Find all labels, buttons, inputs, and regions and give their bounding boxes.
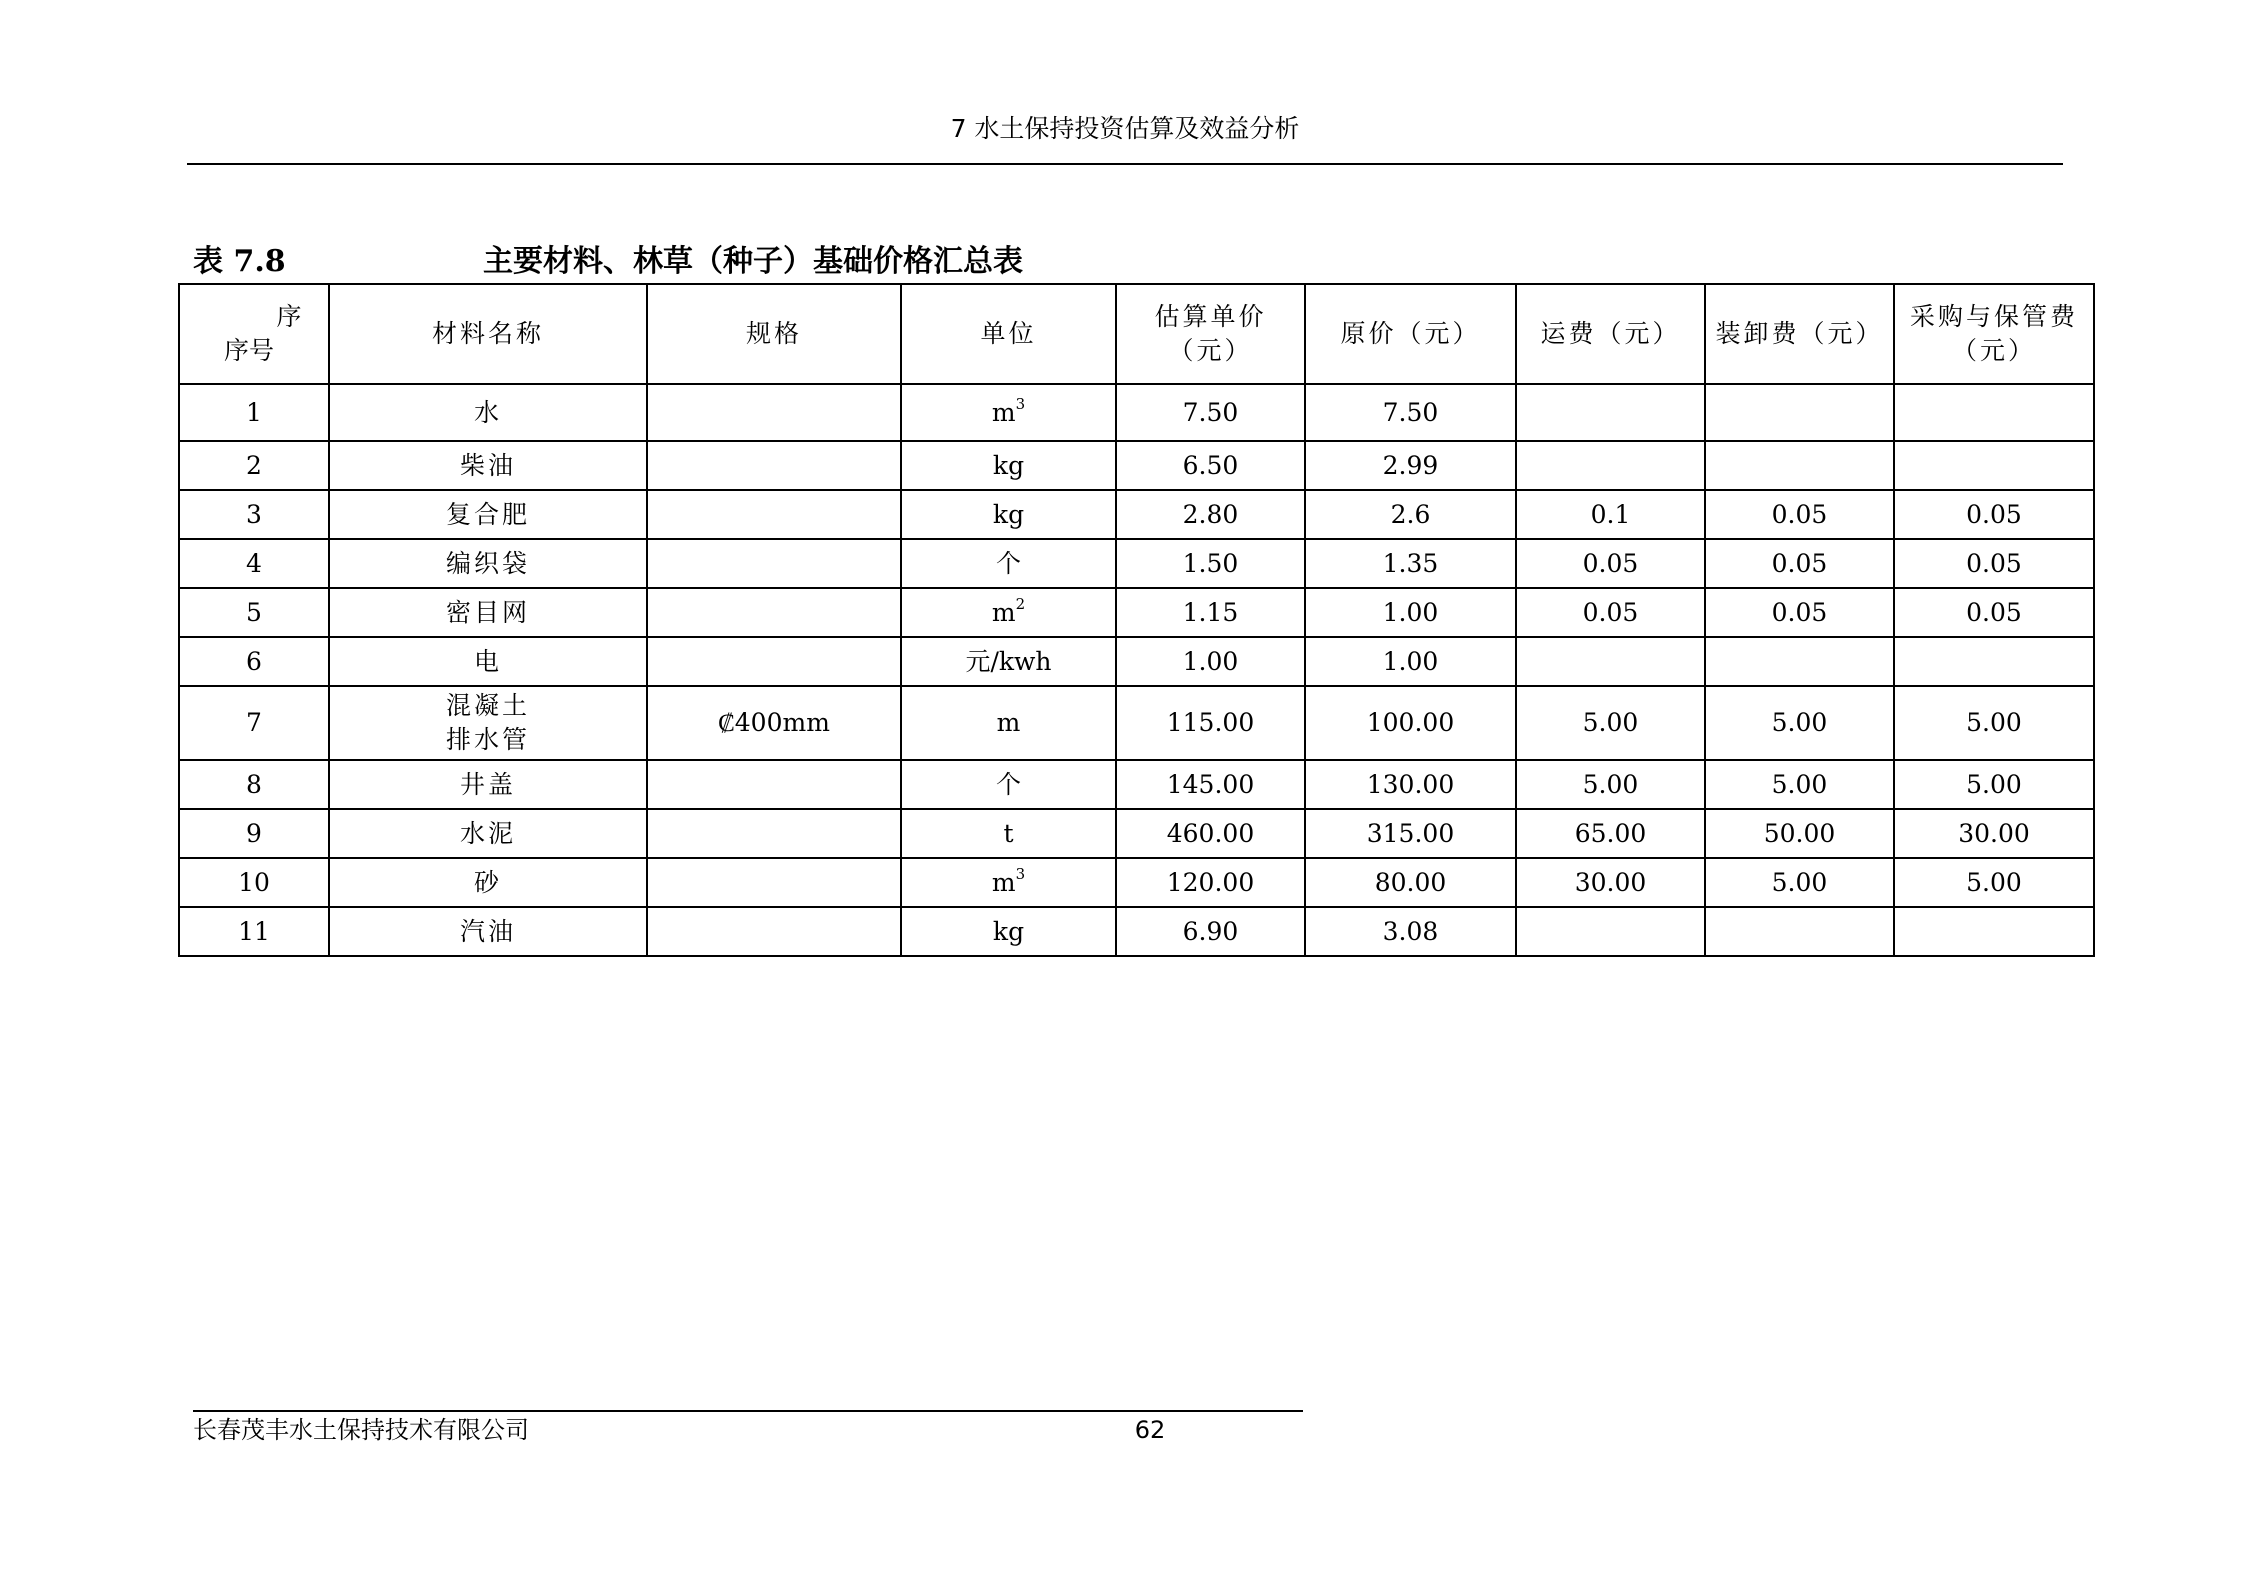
col-header-freight: 运费（元） (1516, 284, 1705, 384)
col-header-seq-line2: 序号 (223, 336, 274, 365)
cell-freight (1516, 637, 1705, 686)
cell-spec (647, 588, 901, 637)
col-header-est-price-line1: 估算单价 (1154, 302, 1267, 331)
unit-superscript: 2 (1015, 595, 1026, 614)
table-row (179, 539, 2094, 588)
cell-freight: 0.05 (1516, 588, 1705, 637)
cell-seq: 5 (179, 588, 329, 637)
cell-spec (647, 907, 901, 956)
cell-name: 水泥 (329, 809, 647, 858)
table-row (179, 686, 2094, 760)
cell-purchase: 0.05 (1894, 588, 2094, 637)
cell-orig-price: 80.00 (1305, 858, 1516, 907)
cell-handling: 5.00 (1705, 686, 1894, 760)
cell-handling: 0.05 (1705, 539, 1894, 588)
cell-name: 水 (329, 384, 647, 441)
col-header-est-price-line2: （元） (1168, 336, 1253, 365)
page-header-title: 7 水土保持投资估算及效益分析 (950, 114, 1300, 143)
unit-text: m (991, 867, 1016, 897)
unit-superscript: 3 (1015, 865, 1026, 884)
cell-seq: 8 (179, 760, 329, 809)
cell-unit (901, 588, 1116, 637)
cell-orig-price: 1.00 (1305, 588, 1516, 637)
cell-purchase: 30.00 (1894, 809, 2094, 858)
cell-spec: ₡400mm (647, 686, 901, 760)
cell-est-price: 1.00 (1116, 637, 1305, 686)
cell-orig-price: 3.08 (1305, 907, 1516, 956)
cell-name: 汽油 (329, 907, 647, 956)
cell-est-price: 1.50 (1116, 539, 1305, 588)
unit-text: m (991, 397, 1016, 427)
cell-name: 编织袋 (329, 539, 647, 588)
cell-purchase: 0.05 (1894, 490, 2094, 539)
cell-name: 密目网 (329, 588, 647, 637)
table-title: 主要材料、林草（种子）基础价格汇总表 (483, 244, 1023, 279)
unit-text: m (991, 597, 1016, 627)
cell-handling: 0.05 (1705, 588, 1894, 637)
cell-seq: 1 (179, 384, 329, 441)
cell-freight: 0.1 (1516, 490, 1705, 539)
cell-unit: kg (901, 490, 1116, 539)
table-row (179, 637, 2094, 686)
cell-unit: t (901, 809, 1116, 858)
cell-seq: 6 (179, 637, 329, 686)
cell-name: 复合肥 (329, 490, 647, 539)
cell-name: 井盖 (329, 760, 647, 809)
cell-orig-price: 7.50 (1305, 384, 1516, 441)
cell-freight: 65.00 (1516, 809, 1705, 858)
table-row (179, 441, 2094, 490)
cell-seq: 11 (179, 907, 329, 956)
cell-orig-price: 100.00 (1305, 686, 1516, 760)
cell-handling (1705, 441, 1894, 490)
cell-purchase: 5.00 (1894, 858, 2094, 907)
table-row (179, 858, 2094, 907)
cell-name: 柴油 (329, 441, 647, 490)
footer-divider (193, 1410, 1303, 1412)
cell-name (329, 686, 647, 760)
cell-handling (1705, 907, 1894, 956)
cell-seq: 2 (179, 441, 329, 490)
cell-seq: 9 (179, 809, 329, 858)
col-header-seq (179, 284, 329, 384)
table-row (179, 760, 2094, 809)
cell-name-line1: 混凝土 (445, 691, 530, 720)
cell-unit: 个 (901, 760, 1116, 809)
cell-spec (647, 760, 901, 809)
cell-purchase (1894, 384, 2094, 441)
cell-est-price: 7.50 (1116, 384, 1305, 441)
cell-purchase: 0.05 (1894, 539, 2094, 588)
cell-seq: 10 (179, 858, 329, 907)
cell-spec (647, 490, 901, 539)
cell-freight: 0.05 (1516, 539, 1705, 588)
cell-spec (647, 858, 901, 907)
cell-unit: kg (901, 441, 1116, 490)
cell-est-price: 2.80 (1116, 490, 1305, 539)
cell-unit (901, 858, 1116, 907)
cell-unit (901, 384, 1116, 441)
cell-est-price: 460.00 (1116, 809, 1305, 858)
cell-name-line2: 排水管 (445, 725, 530, 754)
header-divider (187, 163, 2063, 165)
cell-seq: 7 (179, 686, 329, 760)
cell-est-price: 120.00 (1116, 858, 1305, 907)
cell-handling: 0.05 (1705, 490, 1894, 539)
cell-purchase: 5.00 (1894, 686, 2094, 760)
cell-freight: 30.00 (1516, 858, 1705, 907)
col-header-handling: 装卸费（元） (1705, 284, 1894, 384)
table-row (179, 907, 2094, 956)
cell-orig-price: 130.00 (1305, 760, 1516, 809)
table-row (179, 809, 2094, 858)
cell-freight (1516, 441, 1705, 490)
table-header-row (179, 284, 2094, 384)
cell-est-price: 145.00 (1116, 760, 1305, 809)
cell-freight (1516, 907, 1705, 956)
table-row (179, 384, 2094, 441)
table-number: 表 7.8 (193, 244, 286, 279)
cell-purchase: 5.00 (1894, 760, 2094, 809)
cell-handling (1705, 384, 1894, 441)
cell-est-price: 1.15 (1116, 588, 1305, 637)
col-header-purchase (1894, 284, 2094, 384)
cell-handling: 5.00 (1705, 760, 1894, 809)
table-row (179, 490, 2094, 539)
cell-spec (647, 539, 901, 588)
col-header-unit: 单位 (901, 284, 1116, 384)
unit-superscript: 3 (1015, 395, 1026, 414)
cell-spec (647, 441, 901, 490)
material-price-table (178, 283, 2095, 957)
page-number: 62 (1134, 1416, 1166, 1444)
cell-name: 电 (329, 637, 647, 686)
cell-freight: 5.00 (1516, 686, 1705, 760)
footer-company-name: 长春茂丰水土保持技术有限公司 (193, 1416, 529, 1444)
table-row (179, 588, 2094, 637)
cell-spec (647, 637, 901, 686)
cell-purchase (1894, 907, 2094, 956)
cell-orig-price: 1.00 (1305, 637, 1516, 686)
cell-unit: 元/kwh (901, 637, 1116, 686)
cell-handling: 5.00 (1705, 858, 1894, 907)
cell-purchase (1894, 637, 2094, 686)
cell-handling: 50.00 (1705, 809, 1894, 858)
cell-spec (647, 809, 901, 858)
cell-unit: m (901, 686, 1116, 760)
col-header-seq-line1: 序 (276, 302, 302, 331)
col-header-spec: 规格 (647, 284, 901, 384)
cell-orig-price: 2.6 (1305, 490, 1516, 539)
cell-handling (1705, 637, 1894, 686)
table-caption (193, 242, 2093, 282)
col-header-name: 材料名称 (329, 284, 647, 384)
col-header-est-price (1116, 284, 1305, 384)
cell-spec (647, 384, 901, 441)
cell-est-price: 6.50 (1116, 441, 1305, 490)
cell-name: 砂 (329, 858, 647, 907)
cell-orig-price: 2.99 (1305, 441, 1516, 490)
cell-freight (1516, 384, 1705, 441)
cell-est-price: 6.90 (1116, 907, 1305, 956)
cell-unit: 个 (901, 539, 1116, 588)
col-header-purchase-line1: 采购与保管费 (1909, 302, 2078, 331)
cell-freight: 5.00 (1516, 760, 1705, 809)
cell-est-price: 115.00 (1116, 686, 1305, 760)
cell-orig-price: 315.00 (1305, 809, 1516, 858)
cell-unit: kg (901, 907, 1116, 956)
cell-seq: 3 (179, 490, 329, 539)
cell-orig-price: 1.35 (1305, 539, 1516, 588)
col-header-purchase-line2: （元） (1951, 336, 2036, 365)
cell-purchase (1894, 441, 2094, 490)
cell-seq: 4 (179, 539, 329, 588)
col-header-orig-price: 原价（元） (1305, 284, 1516, 384)
